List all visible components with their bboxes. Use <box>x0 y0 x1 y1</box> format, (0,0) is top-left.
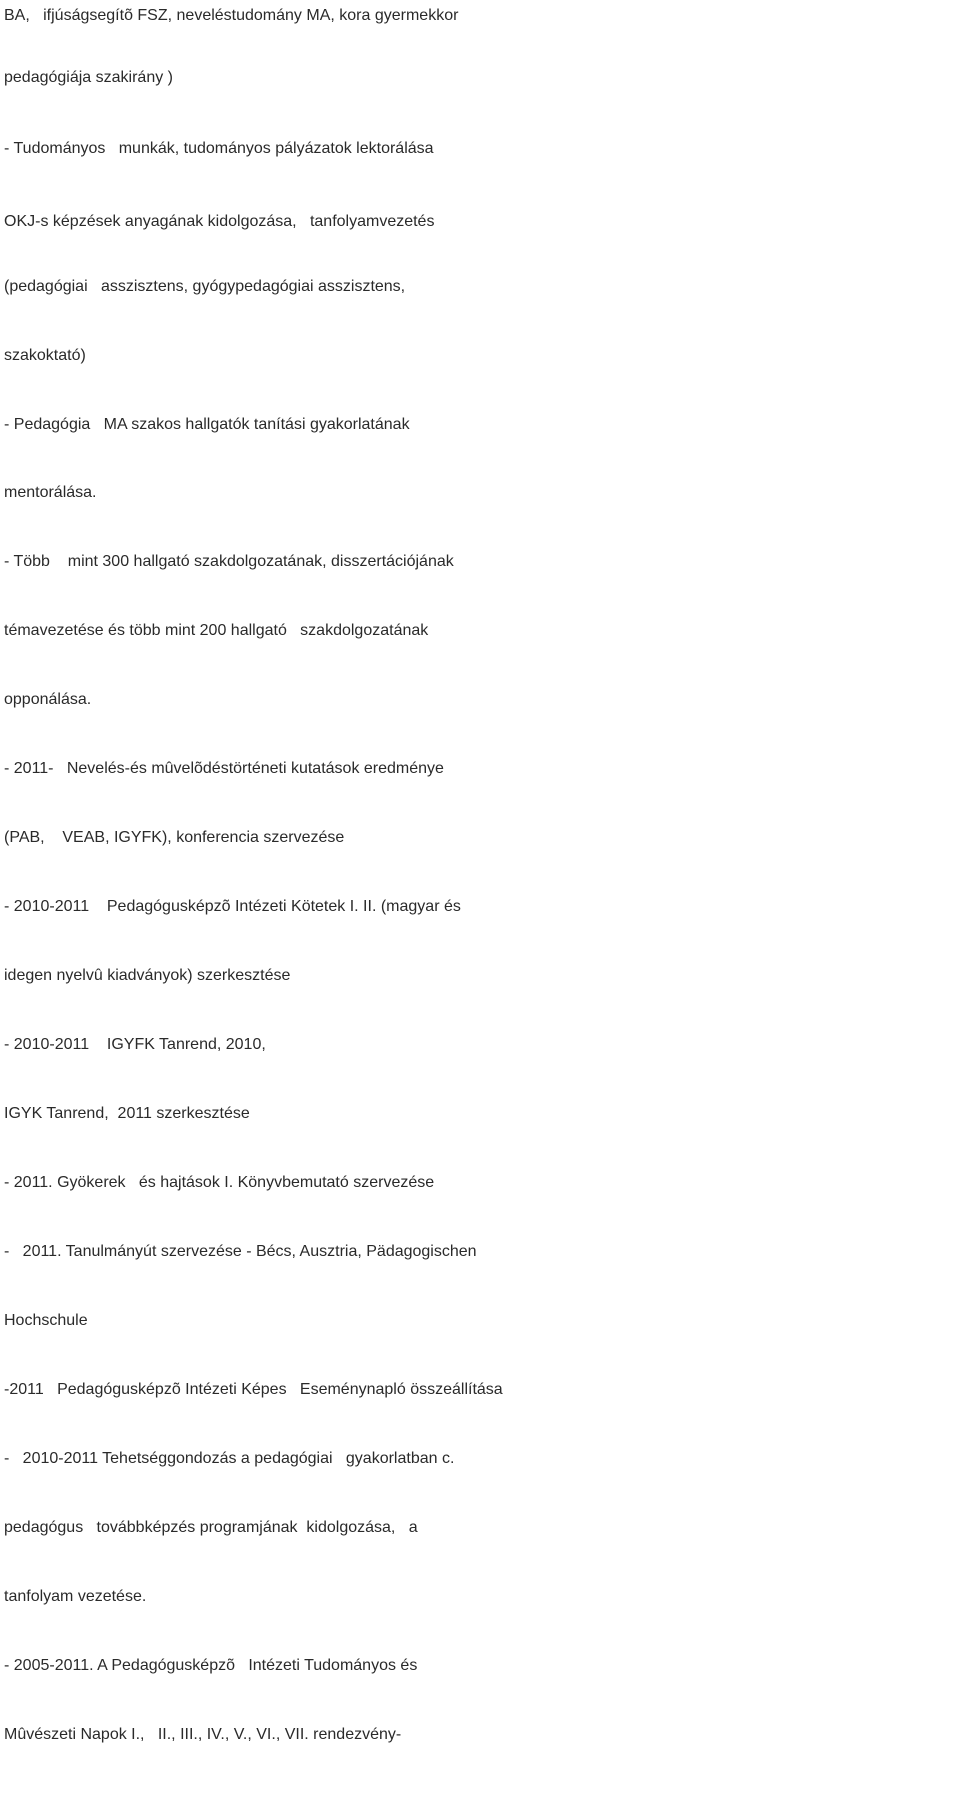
text-line-2: pedagógiája szakirány ) <box>4 69 173 86</box>
text-line-20: Hochschule <box>4 1312 88 1329</box>
text-line-10: témavezetése és több mint 200 hallgató szakdolgozatának <box>4 622 429 639</box>
text-line-5: (pedagógiai asszisztens, gyógypedagógiai asszisztens, <box>4 278 406 295</box>
text-line-21: -2011 Pedagógusképzõ Intézeti Képes Eseménynapló összeállítása <box>4 1381 503 1398</box>
text-line-3: - Tudományos munkák, tudományos pályázatok lektorálása <box>4 140 434 157</box>
text-line-23: pedagógus továbbképzés programjának kidolgozása, a <box>4 1519 418 1536</box>
text-line-12: - 2011- Nevelés-és mûvelõdéstörténeti kutatások eredménye <box>4 760 444 777</box>
text-line-9: - Több mint 300 hallgató szakdolgozatának, disszertációjának <box>4 553 454 570</box>
text-line-11: opponálása. <box>4 691 92 708</box>
text-line-4: OKJ-s képzések anyagának kidolgozása, tanfolyamvezetés <box>4 213 435 230</box>
text-line-18: - 2011. Gyökerek és hajtások I. Könyvbemutató szervezése <box>4 1174 435 1191</box>
text-line-7: - Pedagógia MA szakos hallgatók tanítási gyakorlatának <box>4 416 410 433</box>
text-line-24: tanfolyam vezetése. <box>4 1588 147 1605</box>
text-line-8: mentorálása. <box>4 484 97 501</box>
text-line-22: - 2010-2011 Tehetséggondozás a pedagógiai gyakorlatban c. <box>4 1450 455 1467</box>
text-line-19: - 2011. Tanulmányút szervezése - Bécs, Ausztria, Pädagogischen <box>4 1243 477 1260</box>
text-line-14: - 2010-2011 Pedagógusképzõ Intézeti Kötetek I. II. (magyar és <box>4 898 461 915</box>
text-line-1: BA, ifjúságsegítõ FSZ, neveléstudomány MA, kora gyermekkor <box>4 7 459 24</box>
text-line-17: IGYK Tanrend, 2011 szerkesztése <box>4 1105 250 1122</box>
text-line-15: idegen nyelvû kiadványok) szerkesztése <box>4 967 291 984</box>
text-line-16: - 2010-2011 IGYFK Tanrend, 2010, <box>4 1036 266 1053</box>
text-line-6: szakoktató) <box>4 347 86 364</box>
text-line-13: (PAB, VEAB, IGYFK), konferencia szervezése <box>4 829 345 846</box>
text-line-26: Mûvészeti Napok I., II., III., IV., V., VI., VII. rendezvény- <box>4 1726 402 1743</box>
text-line-25: - 2005-2011. A Pedagógusképzõ Intézeti Tudományos és <box>4 1657 418 1674</box>
